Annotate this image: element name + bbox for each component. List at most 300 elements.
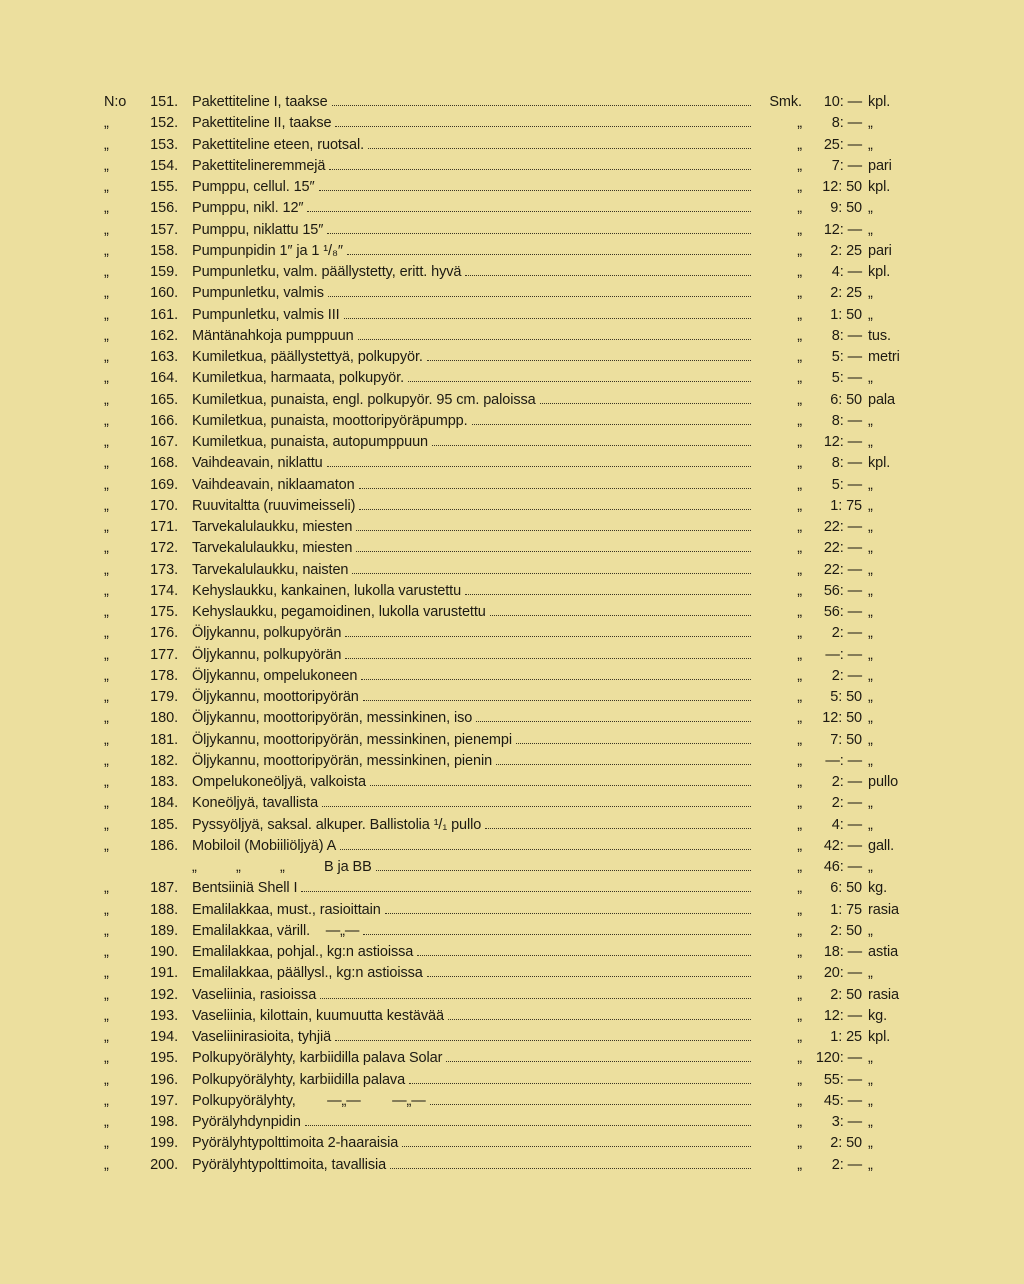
price: 5: — [831,370,862,387]
item-description [192,751,754,772]
list-item [104,730,910,751]
currency: „ [797,391,802,408]
item-description-text: Pumpunpidin 1″ ja 1 ¹/₈″ [192,242,343,259]
row-prefix: „ [104,1114,109,1130]
item-description-text: Emalilakkaa, must., rasioittain [192,901,381,918]
list-item [104,581,910,602]
unit: kg. [868,1007,888,1024]
currency: „ [797,136,802,153]
price: 2: — [831,625,862,642]
dot-leader [376,857,751,871]
row-prefix: „ [104,837,109,854]
item-description-text: „ „ „ B ja BB [192,859,372,876]
price: 12: 50 [822,179,862,195]
list-item [104,1155,910,1176]
dot-leader [490,602,751,616]
list-item [104,92,910,113]
price: 5: 50 [830,689,862,705]
item-description-text: Pyörälyhtypolttimoita 2-haaraisia [192,1135,399,1152]
unit: „ [868,540,873,557]
item-description-text: Pumpunletku, valmis [192,285,324,302]
item-description [192,432,754,453]
item-number: 184. [150,795,178,812]
list-item [104,1048,910,1069]
item-number: 169. [150,476,178,493]
dot-leader [335,1027,751,1041]
item-number: 170. [150,497,178,514]
item-description [192,1048,754,1069]
unit: „ [868,370,873,387]
row-prefix: „ [104,434,109,450]
item-description [192,878,754,899]
dot-leader [301,878,751,892]
item-description [192,156,754,177]
price: 7: 50 [830,731,862,748]
unit: kpl. [868,1029,891,1045]
row-prefix: „ [104,689,109,705]
item-description-text: Kumiletkua, punaista, engl. polkupyör. 95 cm. paloissa [192,391,536,408]
row-prefix: „ [104,752,109,769]
row-prefix: „ [104,901,109,918]
unit: „ [868,859,873,875]
list-item [104,708,910,729]
unit: „ [868,1135,873,1152]
price: 8: — [831,455,862,472]
item-description-text: Tarvekalulaukku, miesten [192,540,353,557]
price: —: — [825,752,862,769]
row-prefix: „ [104,816,109,833]
item-description [192,900,754,921]
unit: tus. [868,327,891,344]
unit: „ [868,582,873,599]
item-number: 162. [150,327,178,344]
dot-leader [363,921,751,935]
item-description [192,305,754,326]
row-prefix: „ [104,922,109,939]
item-number: 180. [150,710,178,727]
item-number: 159. [150,264,178,280]
row-prefix: „ [104,710,109,727]
dot-leader [327,220,751,234]
list-item [104,602,910,623]
list-item [104,198,910,219]
item-description-text: Mobiloil (Mobiiliöljyä) A [192,837,337,854]
unit: pari [868,242,892,259]
unit: kpl. [868,264,891,280]
list-item [104,156,910,177]
currency: „ [797,986,802,1003]
unit: „ [868,965,873,982]
row-prefix: „ [104,391,109,408]
currency: „ [797,327,802,344]
list-item [104,772,910,793]
item-description-text: Pakettitelineremmejä [192,157,326,174]
currency: „ [797,349,802,365]
unit: kpl. [868,94,891,110]
row-prefix: „ [104,285,109,302]
list-item [104,432,910,453]
dot-leader [363,687,751,701]
row-prefix: „ [104,1029,109,1045]
item-number: 190. [150,944,178,960]
row-prefix: „ [104,1156,109,1173]
list-item [104,538,910,559]
dot-leader [390,1155,751,1169]
price: 8: — [831,412,862,429]
price: 56: — [823,604,862,620]
currency: „ [797,944,802,960]
row-prefix: „ [104,880,109,897]
dot-leader [319,177,751,191]
item-description [192,1133,754,1154]
list-item [104,1070,910,1091]
dot-leader [344,305,751,319]
currency: „ [797,710,802,727]
price: 1: 50 [830,306,862,323]
item-number: 191. [150,965,178,982]
list-item [104,177,910,198]
dot-leader [417,942,751,956]
item-number: 183. [150,774,178,790]
item-description-text: Vaseliinia, kilottain, kuumuutta kestävää [192,1007,444,1024]
price: 5: — [831,476,862,493]
item-description-text: Vaihdeavain, niklaamaton [192,476,355,493]
row-prefix: „ [104,264,109,280]
unit: „ [868,710,873,727]
item-description [192,177,754,198]
item-description [192,262,754,283]
unit: metri [868,349,900,365]
list-item [104,1133,910,1154]
price: 18: — [823,944,862,960]
list-item [104,241,910,262]
item-description [192,623,754,644]
dot-leader [446,1048,751,1062]
row-prefix: „ [104,561,109,578]
unit: pullo [868,774,899,790]
item-number: 174. [150,582,178,599]
list-item [104,326,910,347]
item-number: 176. [150,625,178,642]
item-description-text: Tarvekalulaukku, naisten [192,561,349,578]
currency: „ [797,561,802,578]
item-description-text: Kehyslaukku, kankainen, lukolla varustettu [192,582,462,599]
dot-leader [359,496,751,510]
price: 12: — [823,1007,862,1024]
item-description-text: Emalilakkaa, värill. —„— [192,922,360,939]
row-prefix: „ [104,349,109,365]
list-item [104,815,910,836]
unit: „ [868,1050,873,1067]
item-description [192,411,754,432]
row-prefix: „ [104,327,109,344]
currency: „ [797,497,802,514]
list-item [104,517,910,538]
price: 56: — [823,582,862,599]
list-item [104,560,910,581]
currency: „ [797,1114,802,1130]
currency: „ [797,625,802,642]
item-number: 156. [150,200,178,217]
dot-leader [361,666,751,680]
item-description [192,1091,754,1112]
item-description-text: Koneöljyä, tavallista [192,795,319,812]
price: 2: — [831,774,862,790]
currency: „ [797,667,802,684]
item-description-text: Vaseliinirasioita, tyhjiä [192,1029,332,1046]
dot-leader [540,390,751,404]
unit: „ [868,285,873,302]
price: 55: — [823,1071,862,1088]
item-description [192,92,754,113]
price: 7: — [831,157,862,174]
item-description [192,560,754,581]
currency: „ [797,731,802,748]
currency: „ [797,689,802,705]
list-item [104,963,910,984]
item-number: 152. [150,115,178,132]
price: 2: — [831,1156,862,1173]
row-prefix: „ [104,476,109,493]
currency: „ [797,859,802,875]
dot-leader [485,815,751,829]
item-number: 182. [150,752,178,769]
currency: „ [797,242,802,259]
currency: „ [797,752,802,769]
item-description [192,368,754,389]
item-number: 167. [150,434,178,450]
list-item [104,453,910,474]
row-prefix: „ [104,795,109,812]
item-number: 181. [150,731,178,748]
dot-leader [370,772,751,786]
unit: „ [868,115,873,132]
list-item [104,283,910,304]
list-item [104,135,910,156]
row-prefix: „ [104,667,109,684]
item-description-text: Pumpunletku, valmis III [192,306,340,323]
price: 8: — [831,115,862,132]
item-number: 172. [150,540,178,557]
item-description-text: Pumpunletku, valm. päällystetty, eritt. hyvä [192,264,462,281]
unit: kpl. [868,455,891,472]
row-prefix: „ [104,370,109,387]
item-number: 157. [150,221,178,238]
currency: „ [797,922,802,939]
price: 22: — [823,561,862,578]
dot-leader [465,262,751,276]
item-description [192,475,754,496]
price: 25: — [823,136,862,153]
price: 10: — [823,94,862,110]
currency: „ [797,1135,802,1152]
item-description [192,220,754,241]
item-number: 199. [150,1135,178,1152]
row-prefix: „ [104,965,109,982]
item-description [192,241,754,262]
item-description-text: Öljykannu, moottoripyörän, messinkinen, pienempi [192,731,512,748]
item-description-text: Polkupyörälyhty, —„— —„— [192,1092,426,1109]
item-description-text: Vaihdeavain, niklattu [192,455,323,472]
dot-leader [368,135,751,149]
row-prefix: „ [104,497,109,514]
item-description [192,283,754,304]
item-description-text: Kumiletkua, punaista, moottoripyöräpumpp. [192,412,468,429]
unit: „ [868,667,873,684]
currency: „ [797,306,802,323]
unit: „ [868,561,873,578]
unit: „ [868,200,873,217]
row-prefix: „ [104,242,109,259]
item-description-text: Pyssyöljyä, saksal. alkuper. Ballistolia ¹/₁ pullo [192,816,482,833]
unit: „ [868,731,873,748]
row-prefix: „ [104,540,109,557]
list-item [104,751,910,772]
item-description [192,390,754,411]
item-description [192,326,754,347]
dot-leader [496,751,751,765]
currency: „ [797,157,802,174]
unit: „ [868,646,873,663]
currency: „ [797,370,802,387]
unit: pala [868,391,896,408]
item-description [192,708,754,729]
list-item [104,921,910,942]
price: 12: 50 [822,710,862,727]
price: 120: — [815,1050,862,1067]
list-item [104,687,910,708]
row-prefix: „ [104,646,109,663]
currency: „ [797,1071,802,1088]
list-item [104,942,910,963]
price: 22: — [823,519,862,535]
unit: „ [868,412,873,429]
unit: „ [868,922,873,939]
unit: pari [868,157,892,174]
currency: „ [797,412,802,429]
item-number: 200. [150,1156,178,1173]
dot-leader [516,730,751,744]
item-description-text: Kumiletkua, harmaata, polkupyör. [192,370,404,387]
dot-leader [345,645,751,659]
item-number: 158. [150,242,178,259]
item-description-text: Pyörälyhdynpidin [192,1114,301,1131]
list-item [104,347,910,368]
price: 2: 25 [830,285,862,302]
row-prefix: „ [104,519,109,535]
item-description [192,815,754,836]
item-description [192,113,754,134]
currency: „ [797,604,802,620]
list-item [104,900,910,921]
item-description [192,772,754,793]
currency: „ [797,221,802,238]
item-number: 155. [150,179,178,195]
item-description [192,857,754,878]
list-item [104,496,910,517]
item-description-text: Kehyslaukku, pegamoidinen, lukolla varustettu [192,604,486,621]
list-item [104,1091,910,1112]
item-description [192,645,754,666]
unit: „ [868,434,873,450]
dot-leader [320,985,751,999]
dot-leader [359,475,751,489]
item-description [192,517,754,538]
item-number: 154. [150,157,178,174]
price: 4: — [831,264,862,280]
item-number: 171. [150,519,178,535]
dot-leader [409,1070,751,1084]
item-number: 153. [150,136,178,153]
item-description [192,1112,754,1133]
dot-leader [356,538,751,552]
item-description [192,921,754,942]
item-description-text: Polkupyörälyhty, karbiidilla palava Solar [192,1050,443,1067]
item-description-text: Emalilakkaa, pohjal., kg:n astioissa [192,944,414,961]
item-number: 161. [150,306,178,323]
price: 2: 50 [830,986,862,1003]
item-description-text: Ruuvitaltta (ruuvimeisseli) [192,497,356,514]
item-description [192,793,754,814]
price: 2: 50 [830,922,862,939]
row-prefix: „ [104,604,109,620]
currency: „ [797,200,802,217]
currency: „ [797,1050,802,1067]
row-prefix: „ [104,136,109,153]
item-number: 166. [150,412,178,429]
item-description [192,538,754,559]
currency: „ [797,519,802,535]
currency: „ [797,1092,802,1109]
price: 2: — [831,795,862,812]
currency: „ [797,774,802,790]
item-number: 178. [150,667,178,684]
dot-leader [472,411,751,425]
price: 8: — [831,327,862,344]
row-prefix: „ [104,115,109,132]
row-prefix: „ [104,200,109,217]
item-description-text: Pumppu, nikl. 12″ [192,200,304,217]
item-description-text: Pumppu, cellul. 15″ [192,179,315,196]
price: 9: 50 [830,200,862,217]
row-prefix: „ [104,1092,109,1109]
item-description [192,1006,754,1027]
price: 46: — [823,859,862,875]
currency: „ [797,434,802,450]
dot-leader [327,453,751,467]
currency: „ [797,795,802,812]
dot-leader [432,432,751,446]
row-prefix: „ [104,455,109,472]
item-description [192,135,754,156]
price: 5: — [831,349,862,365]
list-item [104,793,910,814]
item-description [192,963,754,984]
item-description [192,581,754,602]
list-item [104,857,910,878]
unit: „ [868,816,873,833]
unit: „ [868,1071,873,1088]
item-number: 193. [150,1007,178,1024]
currency: „ [797,880,802,897]
price: 2: — [831,667,862,684]
price: 3: — [831,1114,862,1130]
currency: Smk. [769,94,802,110]
item-description [192,836,754,857]
currency: „ [797,1156,802,1173]
unit: astia [868,944,899,960]
item-number: 165. [150,391,178,408]
